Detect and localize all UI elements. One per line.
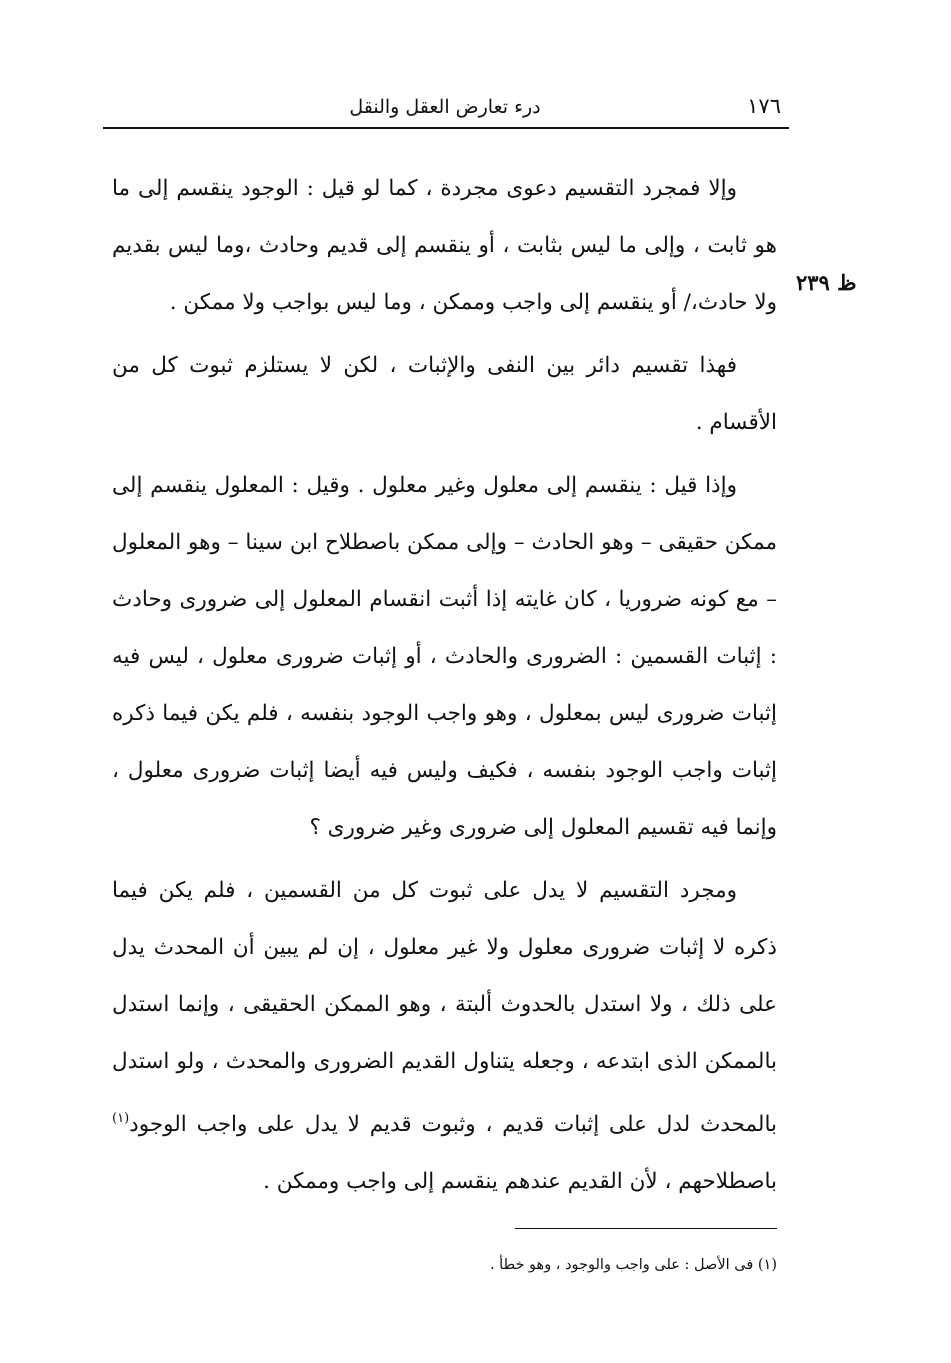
paragraph-4 [112, 862, 777, 1210]
paragraph-2: فهذا تقسيم دائر بين النفى والإثبات ، لكن لا يستلزم ثبوت كل من الأقسام . [112, 353, 777, 435]
margin-folio-note: ظ ٢٣٩ [796, 270, 857, 295]
footnote: (١) فى الأصل : على واجب والوجود ، وهو خطأ . [489, 1257, 777, 1273]
page-number: ١٧٦ [747, 94, 781, 118]
body-text [112, 160, 777, 1210]
paragraph-3: وإذا قيل : ينقسم إلى معلول وغير معلول . وقيل : المعلول ينقسم إلى ممكن حقيقى – وهو الحادث – وإلى ممكن باصطلاح ابن سينا – وهو المعلول – مع كونه ضروريا ، كان غايته إذا أثبت انقسام المعلول إلى ضرورى وحادث : إثبات القسمين : الضرورى والحادث ، أو إثبات ضرورى معلول ، ليس فيه إثبات ضرورى ليس بمعلول ، وهو واجب الوجود بنفسه ، فلم يكن فيما ذكره إثبات واجب الوجود بنفسه ، فكيف وليس فيه أيضا إثبات ضرورى معلول ، وإنما فيه تقسيم المعلول إلى ضرورى وغير ضرورى ؟ [112, 473, 777, 840]
running-title: درء تعارض العقل والنقل [349, 96, 541, 118]
footnote-rule [515, 1228, 777, 1229]
header-rule [103, 127, 789, 129]
paragraph-4-text-b: باصطلاحهم ، لأن القديم عندهم ينقسم إلى واجب وممكن . [263, 1169, 777, 1194]
running-head [103, 90, 787, 126]
paragraph-4-text-a: ومجرد التقسيم لا يدل على ثبوت كل من القسمين ، فلم يكن فيما ذكره لا إثبات ضرورى معلول ولا غير معلول ، إن لم يبين أن المحدث يدل على ذلك ، ولا استدل بالحدوث ألبتة ، وهو الممكن الحقيقى ، وإنما استدل بالممكن الذى ابتدعه ، وجعله يتناول القديم الضرورى والمحدث ، ولو استدل بالمحدث لدل على إثبات قديم ، وثبوت قديم لا يدل على واجب الوجود [112, 878, 777, 1137]
paragraph-1: وإلا فمجرد التقسيم دعوى مجردة ، كما لو قيل : الوجود ينقسم إلى ما هو ثابت ، وإلى ما ليس بثابت ، أو ينقسم إلى قديم وحادث ،وما ليس بقديم ولا حادث،/ أو ينقسم إلى واجب وممكن ، وما ليس بواجب ولا ممكن . [112, 176, 777, 315]
footnote-reference: (١) [112, 1111, 130, 1126]
